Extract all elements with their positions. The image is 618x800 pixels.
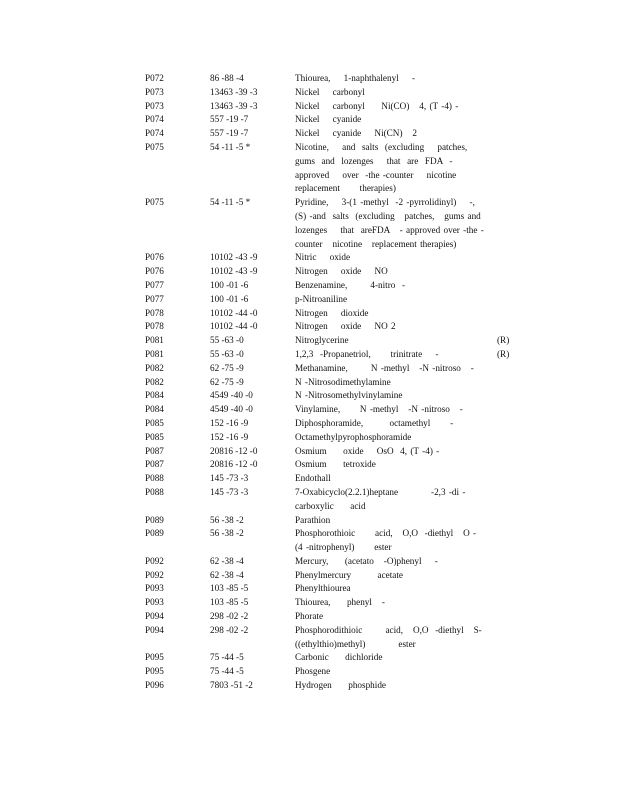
waste-code: P089 xyxy=(145,514,164,525)
cas-number: 298 -02 -2 xyxy=(210,624,249,635)
table-row xyxy=(0,445,618,459)
table-row xyxy=(0,100,618,114)
waste-code: P085 xyxy=(145,417,164,428)
table-row xyxy=(0,376,618,390)
substance-name: Phosphorodithioic acid, O,O -diethyl S- ((ethylthio)methyl) ester xyxy=(295,624,486,649)
substance-name: Diphosphoramide, octamethyl - xyxy=(295,417,454,428)
cas-number: 298 -02 -2 xyxy=(210,611,249,622)
cas-number: 55 -63 -0 xyxy=(210,335,244,346)
waste-code: P077 xyxy=(145,293,164,304)
cas-number: 152 -16 -9 xyxy=(210,417,249,428)
table-row xyxy=(0,265,618,279)
cas-number: 152 -16 -9 xyxy=(210,431,249,442)
waste-code: P085 xyxy=(145,431,164,442)
substance-name: Nickel carbonyl Ni(CO) 4, (T -4) - xyxy=(295,100,459,111)
substance-name: p-Nitroaniline xyxy=(295,293,348,304)
waste-code: P088 xyxy=(145,486,164,497)
table-row xyxy=(0,279,618,293)
waste-code: P075 xyxy=(145,141,164,152)
waste-code: P076 xyxy=(145,266,164,277)
substance-name: 1,2,3 -Propanetriol, trinitrate - xyxy=(295,348,439,359)
table-row xyxy=(0,251,618,265)
waste-code: P075 xyxy=(145,197,164,208)
substance-name: Methanamine, N -methyl -N -nitroso - xyxy=(295,362,474,373)
cas-number: 13463 -39 -3 xyxy=(210,100,258,111)
substance-name: Vinylamine, N -methyl -N -nitroso - xyxy=(295,404,463,415)
waste-code: P081 xyxy=(145,335,164,346)
substance-name: Nitrogen dioxide xyxy=(295,307,369,318)
substance-name: Nickel cyanide Ni(CN) 2 xyxy=(295,128,417,139)
substance-name: Phorate xyxy=(295,611,324,622)
table-row xyxy=(0,472,618,486)
cas-number: 103 -85 -5 xyxy=(210,597,249,608)
waste-code: P089 xyxy=(145,528,164,539)
cas-number: 4549 -40 -0 xyxy=(210,404,253,415)
cas-number: 557 -19 -7 xyxy=(210,114,249,125)
substance-name: N -Nitrosomethylvinylamine xyxy=(295,390,403,401)
waste-code: P074 xyxy=(145,128,164,139)
substance-name: Octamethylpyrophosphoramide xyxy=(295,431,412,442)
table-row xyxy=(0,569,618,583)
cas-number: 56 -38 -2 xyxy=(210,528,244,539)
cas-number: 7803 -51 -2 xyxy=(210,680,253,691)
table-row xyxy=(0,527,618,555)
substance-name: Phosphorothioic acid, O,O -diethyl O - (4 -nitrophenyl) ester xyxy=(295,528,480,553)
substance-name: Parathion xyxy=(295,514,331,525)
waste-code: P094 xyxy=(145,611,164,622)
waste-code: P093 xyxy=(145,583,164,594)
substance-name: Nitrogen oxide NO xyxy=(295,266,388,277)
substance-name: Osmium tetroxide xyxy=(295,459,376,470)
substance-name: Endothall xyxy=(295,473,331,484)
waste-code: P094 xyxy=(145,624,164,635)
cas-number: 145 -73 -3 xyxy=(210,473,249,484)
table-row xyxy=(0,113,618,127)
table-row xyxy=(0,389,618,403)
cas-number: 13463 -39 -3 xyxy=(210,86,258,97)
cas-number: 10102 -43 -9 xyxy=(210,252,258,263)
waste-code: P072 xyxy=(145,73,164,83)
cas-number: 557 -19 -7 xyxy=(210,128,249,139)
waste-code: P073 xyxy=(145,86,164,97)
table-row xyxy=(0,665,618,679)
substance-name: Carbonic dichloride xyxy=(295,652,383,663)
table-row xyxy=(0,348,618,362)
waste-code: P076 xyxy=(145,252,164,263)
cas-number: 54 -11 -5 * xyxy=(210,141,251,152)
reactivity-mark: (R) xyxy=(497,335,510,346)
table-row xyxy=(0,624,618,652)
cas-number: 20816 -12 -0 xyxy=(210,445,258,456)
cas-number: 10102 -43 -9 xyxy=(210,266,258,277)
waste-code: P084 xyxy=(145,390,164,401)
waste-code: P084 xyxy=(145,404,164,415)
waste-code: P096 xyxy=(145,680,164,691)
table-row xyxy=(0,486,618,514)
cas-number: 55 -63 -0 xyxy=(210,348,244,359)
cas-number: 62 -38 -4 xyxy=(210,555,244,566)
cas-number: 145 -73 -3 xyxy=(210,486,249,497)
substance-name: Benzenamine, 4-nitro - xyxy=(295,279,406,290)
table-row xyxy=(0,458,618,472)
waste-code: P087 xyxy=(145,445,164,456)
substance-name: Phosgene xyxy=(295,666,331,677)
cas-number: 75 -44 -5 xyxy=(210,666,244,677)
cas-number: 20816 -12 -0 xyxy=(210,459,258,470)
table-row xyxy=(0,417,618,431)
waste-code: P078 xyxy=(145,321,164,332)
table-row xyxy=(0,679,618,693)
cas-number: 86 -88 -4 xyxy=(210,73,244,83)
substance-name: 7-Oxabicyclo(2.2.1)heptane -2,3 -di - carboxylic acid xyxy=(295,486,469,511)
cas-number: 100 -01 -6 xyxy=(210,279,249,290)
substance-name: Osmium oxide OsO 4, (T -4) - xyxy=(295,445,440,456)
table-row xyxy=(0,141,618,196)
table-row xyxy=(0,334,618,348)
cas-number: 62 -38 -4 xyxy=(210,569,244,580)
substance-name: Thiourea, phenyl - xyxy=(295,597,385,608)
table-row xyxy=(0,514,618,528)
cas-number: 62 -75 -9 xyxy=(210,362,244,373)
waste-code: P095 xyxy=(145,666,164,677)
cas-number: 10102 -44 -0 xyxy=(210,321,258,332)
cas-number: 100 -01 -6 xyxy=(210,293,249,304)
substance-name: Nitric oxide xyxy=(295,252,351,263)
substance-name: Thiourea, 1-naphthalenyl - xyxy=(295,73,415,83)
waste-code: P092 xyxy=(145,555,164,566)
cas-number: 56 -38 -2 xyxy=(210,514,244,525)
waste-code: P087 xyxy=(145,459,164,470)
substance-name: Nitrogen oxide NO 2 xyxy=(295,321,396,332)
substance-name: Nickel cyanide xyxy=(295,114,362,125)
table-row xyxy=(0,127,618,141)
waste-code: P092 xyxy=(145,569,164,580)
substance-name: Phenylthiourea xyxy=(295,583,351,594)
table-row xyxy=(0,596,618,610)
waste-code: P077 xyxy=(145,279,164,290)
substance-name: Phenylmercury acetate xyxy=(295,569,403,580)
table-row xyxy=(0,72,618,86)
waste-code: P074 xyxy=(145,114,164,125)
waste-code: P082 xyxy=(145,362,164,373)
waste-code: P088 xyxy=(145,473,164,484)
table-row xyxy=(0,86,618,100)
substance-name: Mercury, (acetato -O)phenyl - xyxy=(295,555,438,566)
waste-code: P073 xyxy=(145,100,164,111)
table-row xyxy=(0,555,618,569)
hazardous-waste-list xyxy=(0,72,618,693)
waste-code: P082 xyxy=(145,376,164,387)
substance-name: Hydrogen phosphide xyxy=(295,680,386,691)
cas-number: 10102 -44 -0 xyxy=(210,307,258,318)
substance-name: Nitroglycerine xyxy=(295,335,349,346)
substance-name: Pyridine, 3-(1 -methyl -2 -pyrrolidinyl) -, (S) -and salts (excluding patches, gums and lozenges that areFDA - approved over -the -counter nicotine replacement therapies) xyxy=(295,197,488,249)
table-row xyxy=(0,431,618,445)
waste-code: P093 xyxy=(145,597,164,608)
cas-number: 62 -75 -9 xyxy=(210,376,244,387)
table-row xyxy=(0,651,618,665)
reactivity-mark: (R) xyxy=(497,348,510,359)
table-row xyxy=(0,362,618,376)
waste-code: P095 xyxy=(145,652,164,663)
table-row xyxy=(0,610,618,624)
table-row xyxy=(0,320,618,334)
table-row xyxy=(0,307,618,321)
substance-name: N -Nitrosodimethylamine xyxy=(295,376,391,387)
table-row xyxy=(0,582,618,596)
cas-number: 75 -44 -5 xyxy=(210,652,244,663)
waste-code: P078 xyxy=(145,307,164,318)
table-row xyxy=(0,196,618,251)
substance-name: Nicotine, and salts (excluding patches, gums and lozenges that are FDA - approved over -the -counter nicotine replacement therapies) xyxy=(295,141,471,194)
waste-code: P081 xyxy=(145,348,164,359)
cas-number: 54 -11 -5 * xyxy=(210,197,251,208)
table-row xyxy=(0,403,618,417)
cas-number: 103 -85 -5 xyxy=(210,583,249,594)
table-row xyxy=(0,293,618,307)
substance-name: Nickel carbonyl xyxy=(295,86,365,97)
cas-number: 4549 -40 -0 xyxy=(210,390,253,401)
